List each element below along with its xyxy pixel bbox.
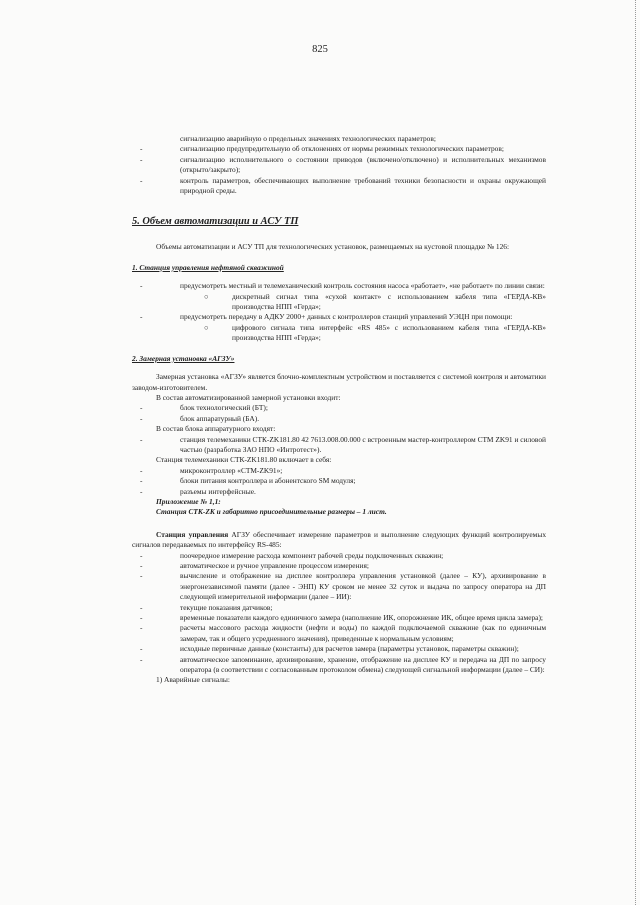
intro-item: - сигнализацию исполнительного о состоянии приводов (включено/отключено) и исполнительных механизмов (открыто/закрыто); [140,154,546,175]
sub-list-item: - текущие показания датчиков; [140,602,273,612]
subsection-title: 2. Замерная установка «АГЗУ» [132,353,235,363]
list-item: - автоматическое запоминание, архивирование, хранение, отображение на дисплее КУ и передача на ДП по запросу оператора (в соответствии с согласованным протоколом обмена) следующей сигнальной информации (далее – СИ): [140,654,546,675]
appendix-label: Приложение № 1,1: [156,496,221,506]
appendix-description: Станция СТК-ZK и габаритно присоединительные размеры – 1 лист. [156,507,387,517]
list-item: - поочередное измерение расхода компонент рабочей среды подключенных скважин; [140,550,444,560]
list-item: - станция телемеханики СТК-ZK181.80 42 7613.008.00.000 с встроенным мастер-контроллером СТМ ZK91 и силовой частью (разработка ЗАО НПО «Интротест»). [140,434,546,454]
intro-item: - сигнализацию предупредительную об отклонениях от нормы режимных технологических параметров; [140,144,504,154]
list-item: - разъемы интерфейсные. [140,486,256,496]
intro-item: сигнализацию аварийную о предельных значениях технологических параметров; [180,134,436,143]
list-item: - исходные первичные данные (константы) для расчетов замера (параметры установок, параметры скважин); [140,644,519,654]
section-intro: Объемы автоматизации и АСУ ТП для технологических установок, размещаемых на кустовой площадке № 126: [156,242,510,252]
section-title: 5. Объем автоматизации и АСУ ТП [132,216,299,228]
list-item: - предусмотреть передачу в АДКУ 2000+ данных с контроллеров станций управлений УЭЦН при помощи: [140,312,513,322]
list-item: - блоки питания контроллера и абонентского SM модуля; [140,476,356,486]
list-item: - вычисление и отображение на дисплее контроллера управления установкой (далее – КУ), архивирование в энергонезависимой памяти (далее - ЭНП) КУ сроком не менее 32 суток и выдача по запросу оператора на ДП следующей измерительной информации (далее – ИИ): [140,571,546,602]
list-item: - микроконтроллер «СТМ-ZK91»; [140,465,283,475]
page-number: 825 [312,44,328,55]
list-item: - блок технологический (БТ); [140,403,268,413]
paragraph: В состав блока аппаратурного входят: [156,424,276,434]
intro-item: - контроль параметров, обеспечивающих выполнение требований техники безопасности и охраны окружающей природной среды. [140,175,546,196]
list-item: - автоматическое и ручное управление процессом измерения; [140,561,369,570]
scan-edge-marks [631,0,636,905]
sub-list-item: - расчеты массового расхода жидкости (нефти и воды) по каждой подключаемой скважине (как по единичным замерам, так и общего усредненного значения), приведенные к нормальным условиям; [140,623,546,643]
paragraph: Станция телемеханики СТК-ZK181.80 включает в себя: [156,455,332,465]
list-item: - предусмотреть местный и телемеханический контроль состояния насоса «работает», «не работает» по линии связи: [140,281,545,291]
list-item: - блок аппаратурный (БА). [140,413,260,423]
document-body [132,134,546,686]
sub-list-item: ○ цифрового сигнала типа интерфейс «RS 485» с использованием кабеля типа «ГЕРДА-КВ» производства НПП «Герда»; [204,322,546,343]
paragraph: 1) Аварийные сигналы: [156,675,230,685]
sub-list-item: ○ дискретный сигнал типа «сухой контакт» с использованием кабеля типа «ГЕРДА-КВ» производства НПП «Герда»; [204,291,546,312]
paragraph: Замерная установка «АГЗУ» является блочно-комплектным устройством и поставляется с системой контроля и автоматики заводом-изготовителем. [132,372,546,392]
sub-list-item: - временные показатели каждого единичного замера (наполнение ИК, опорожнение ИК, общее время цикла замера); [140,613,543,623]
station-intro: Станция управления АГЗУ обеспечивает измерение параметров и выполнение следующих функций контролируемых сигналов передаваемых по интерфейсу RS-485: [132,529,547,550]
subsection-title: 1. Станция управления нефтяной скважиной [132,262,284,272]
paragraph: В состав автоматизированной замерной установки входит: [156,392,341,402]
